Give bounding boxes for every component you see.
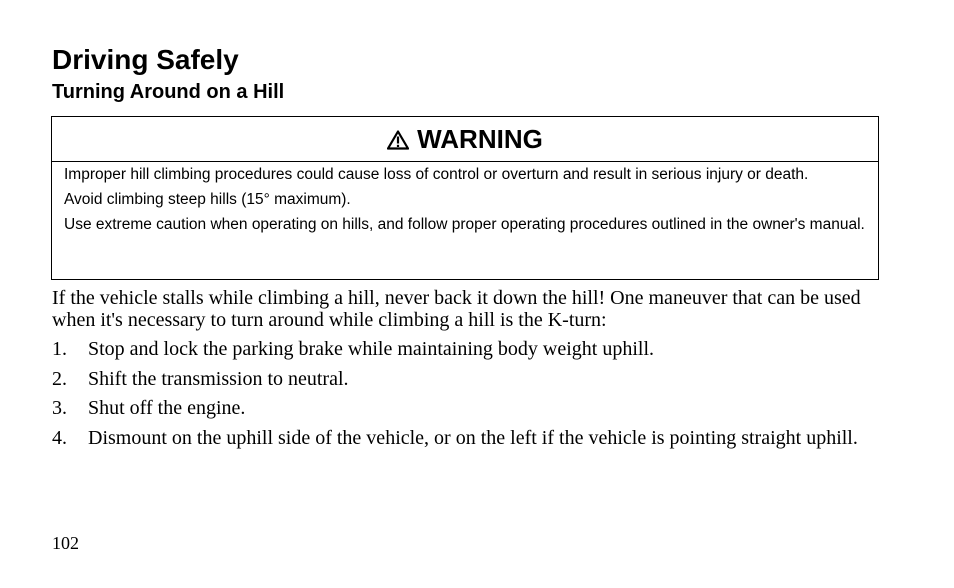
step-text: Dismount on the uphill side of the vehicle, or on the left if the vehicle is pointing straight uphill. <box>88 426 858 449</box>
warning-title: WARNING <box>417 123 543 154</box>
warning-box <box>51 116 879 280</box>
step-number: 3. <box>52 397 67 419</box>
list-item <box>52 427 882 449</box>
intro-paragraph: If the vehicle stalls while climbing a hill, never back it down the hill! One maneuver that can be used when it's necessary to turn around while climbing a hill is the K-turn: <box>52 287 861 331</box>
warning-triangle-icon <box>387 130 409 150</box>
warning-paragraph: Improper hill climbing procedures could cause loss of control or overturn and result in serious injury or death. <box>64 166 809 183</box>
section-title: Driving Safely <box>52 44 239 75</box>
warning-paragraph: Avoid climbing steep hills (15° maximum). <box>64 191 351 208</box>
list-item <box>52 397 882 419</box>
subsection-title: Turning Around on a Hill <box>52 81 285 103</box>
steps-list <box>52 338 882 456</box>
step-number: 2. <box>52 367 67 390</box>
step-text: Shift the transmission to neutral. <box>88 367 349 390</box>
page-number: 102 <box>52 533 79 553</box>
list-item <box>52 368 882 390</box>
step-number: 4. <box>52 426 67 449</box>
warning-header <box>52 117 878 162</box>
warning-body <box>52 162 878 233</box>
list-item <box>52 338 882 360</box>
step-number: 1. <box>52 338 67 360</box>
warning-paragraph: Use extreme caution when operating on hills, and follow proper operating procedures outlined in the owner's manual. <box>64 216 865 233</box>
step-text: Shut off the engine. <box>88 397 246 419</box>
step-text: Stop and lock the parking brake while maintaining body weight uphill. <box>88 338 655 360</box>
